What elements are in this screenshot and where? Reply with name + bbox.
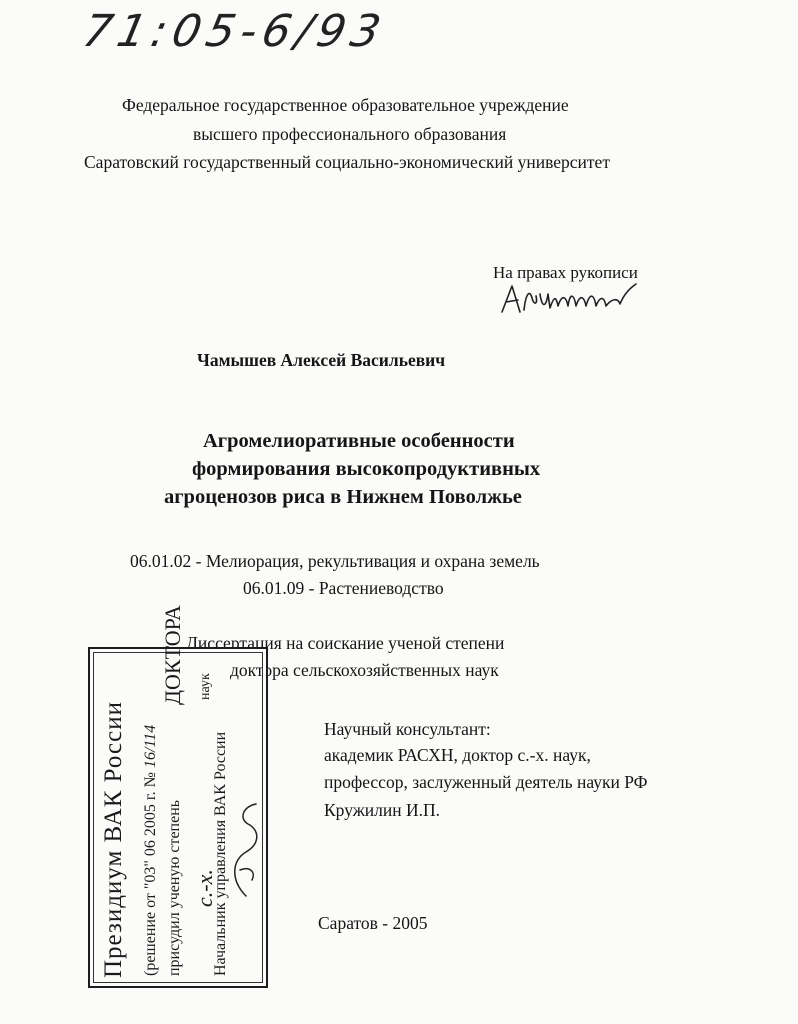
handwritten-catalog-number: 71:05-6/93 (78, 6, 391, 57)
stamp-presidium-line: Президиум ВАК России (100, 701, 127, 978)
manuscript-rights-note: На правах рукописи (493, 263, 638, 282)
title-line-2: формирования высокопродуктивных (192, 458, 541, 480)
stamp-signature (226, 800, 266, 900)
dissertation-line-2: доктора сельскохозяйственных наук (230, 660, 499, 680)
consultant-line-2: профессор, заслуженный деятель науки РФ (324, 772, 648, 792)
specialty-line-2: 06.01.09 - Растениеводство (243, 578, 444, 598)
stamp-field-handwritten: с.-х. (192, 869, 217, 907)
title-line-3: агроценозов риса в Нижнем Поволжье (164, 486, 522, 508)
title-line-1: Агромелиоративные особенности (203, 430, 515, 452)
institution-line-1: Федеральное государственное образовательное учреждение (122, 95, 569, 115)
dissertation-line-1: Диссертация на соискание ученой степени (186, 633, 505, 653)
stamp-degree-doctor: ДОКТОРА (160, 605, 185, 705)
stamp-decision-number: 16/114 (142, 724, 159, 769)
institution-line-2: высшего профессионального образования (193, 124, 507, 144)
city-year: Саратов - 2005 (318, 913, 428, 933)
stamp-decision-line (142, 725, 160, 976)
stamp-head-line: Начальник управления ВАК России (212, 731, 229, 976)
consultant-label: Научный консультант: (324, 719, 491, 739)
stamp-nauk: наук (198, 673, 213, 700)
consultant-line-1: академик РАСХН, доктор с.-х. наук, (324, 745, 591, 765)
author-signature (496, 280, 646, 320)
consultant-name: Кружилин И.П. (324, 800, 441, 820)
stamp-degree-line: присудил ученую степень (166, 799, 183, 976)
institution-line-3: Саратовский государственный социально-экономический университет (84, 152, 610, 172)
specialty-line-1: 06.01.02 - Мелиорация, рекультивация и охрана земель (130, 551, 540, 571)
author-name: Чамышев Алексей Васильевич (197, 350, 446, 370)
stamp-decision-text: (решение от "03" 06 2005 г. № (142, 772, 159, 976)
